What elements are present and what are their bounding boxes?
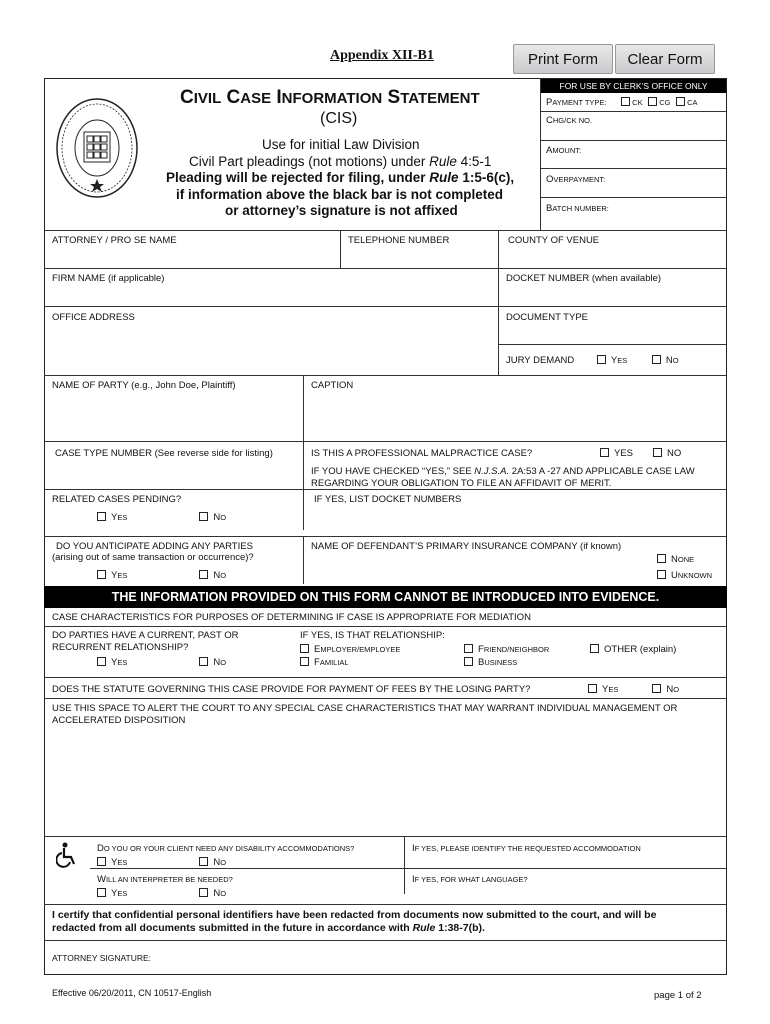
cg-checkbox[interactable]: [648, 97, 657, 106]
familial-checkbox[interactable]: [300, 657, 309, 666]
business-option: BUSINESS: [464, 657, 517, 668]
employer-option: EMPLOYER/EMPLOYEE: [300, 644, 400, 655]
party-name-label: NAME OF PARTY (e.g., John Doe, Plaintiff): [52, 380, 236, 391]
relationship-question-2: RECURRENT RELATIONSHIP?: [52, 642, 189, 653]
document-type-label: DOCUMENT TYPE: [506, 312, 588, 323]
related-options: YES NO: [97, 512, 226, 523]
header-line3: Pleading will be rejected for filing, under Rule 1:5-6(c),: [166, 170, 515, 185]
disability-yes-checkbox[interactable]: [97, 857, 106, 866]
other-checkbox[interactable]: [590, 644, 599, 653]
affidavit-note-2: REGARDING YOUR OBLIGATION TO FILE AN AFFIDAVIT OF MERIT.: [311, 478, 612, 489]
payment-type: PAYMENT TYPE: CK CG CA: [546, 97, 698, 108]
chg-ck-no: CHG/CK NO.: [546, 115, 593, 126]
header-line2: Civil Part pleadings (not motions) under Rule 4:5-1: [189, 154, 492, 169]
cis-subtitle: (CIS): [320, 110, 358, 127]
court-seal-icon: [54, 96, 140, 200]
anticipate-label-2: (arising out of same transaction or occurrence)?: [52, 552, 254, 563]
batch-number-label: BATCH NUMBER:: [546, 203, 609, 214]
disability-no-checkbox[interactable]: [199, 857, 208, 866]
attorney-signature-label: ATTORNEY SIGNATURE:: [52, 953, 152, 963]
other-option: OTHER (explain): [590, 644, 676, 655]
case-type-label: CASE TYPE NUMBER (See reverse side for listing): [55, 448, 273, 459]
page-number: page 1 of 2: [654, 990, 702, 1001]
malpractice-yes-checkbox[interactable]: [600, 448, 609, 457]
ck-checkbox[interactable]: [621, 97, 630, 106]
relationship-yes-checkbox[interactable]: [97, 657, 106, 666]
attorney-name-label: ATTORNEY / PRO SE NAME: [52, 235, 177, 246]
disability-question: DO YOU OR YOUR CLIENT NEED ANY DISABILITY ACCOMMODATIONS?: [97, 843, 355, 854]
insurance-unknown: UNKNOWN: [657, 570, 712, 581]
relationship-question-1: DO PARTIES HAVE A CURRENT, PAST OR: [52, 630, 239, 641]
clerk-header: FOR USE BY CLERK’S OFFICE ONLY: [541, 79, 726, 93]
accommodation-label: IF YES, PLEASE IDENTIFY THE REQUESTED ACCOMMODATION: [412, 843, 641, 854]
insurance-label: NAME OF DEFENDANT’S PRIMARY INSURANCE COMPANY (if known): [311, 541, 622, 552]
telephone-label: TELEPHONE NUMBER: [348, 235, 450, 246]
caption-label: CAPTION: [311, 380, 354, 391]
disability-options: YES NO: [97, 857, 226, 868]
amount-label: AMOUNT:: [546, 145, 582, 156]
friend-checkbox[interactable]: [464, 644, 473, 653]
jury-no-checkbox[interactable]: [652, 355, 661, 364]
header-line5: or attorney’s signature is not affixed: [225, 203, 458, 218]
interpreter-yes-checkbox[interactable]: [97, 888, 106, 897]
affidavit-note: IF YOU HAVE CHECKED “YES,” SEE N.J.S.A. 2A:53 A -27 AND APPLICABLE CASE LAW: [311, 466, 695, 477]
county-venue-label: COUNTY OF VENUE: [508, 235, 600, 246]
ca-checkbox[interactable]: [676, 97, 685, 106]
statute-question: DOES THE STATUTE GOVERNING THIS CASE PROVIDE FOR PAYMENT OF FEES BY THE LOSING PARTY?: [52, 684, 531, 695]
related-yes-checkbox[interactable]: [97, 512, 106, 521]
statute-yes-checkbox[interactable]: [588, 684, 597, 693]
print-form-button[interactable]: Print Form: [513, 44, 613, 74]
friend-option: FRIEND/NEIGHBOR: [464, 644, 549, 655]
language-label: IF YES, FOR WHAT LANGUAGE?: [412, 874, 528, 885]
anticipate-label-1: DO YOU ANTICIPATE ADDING ANY PARTIES: [56, 541, 253, 552]
interpreter-no-checkbox[interactable]: [199, 888, 208, 897]
header-line4: if information above the black bar is not completed: [176, 187, 504, 202]
clear-form-button[interactable]: Clear Form: [615, 44, 715, 74]
certify-line-2: redacted from all documents submitted in the future in accordance with Rule 1:38-7(b).: [52, 922, 485, 934]
insurance-unknown-checkbox[interactable]: [657, 570, 666, 579]
wheelchair-icon: [56, 842, 78, 868]
certify-line-1: I certify that confidential personal identifiers have been redacted from documents now submitted to the court, and will be: [52, 909, 657, 921]
anticipate-no-checkbox[interactable]: [199, 570, 208, 579]
appendix-label: Appendix XII-B1: [330, 48, 434, 63]
related-cases-label: RELATED CASES PENDING?: [52, 494, 182, 505]
special-characteristics-2: ACCELERATED DISPOSITION: [52, 715, 186, 726]
mediation-header: CASE CHARACTERISTICS FOR PURPOSES OF DETERMINING IF CASE IS APPROPRIATE FOR MEDIATION: [52, 612, 531, 623]
insurance-none-checkbox[interactable]: [657, 554, 666, 563]
page-title: CIVIL CASE INFORMATION STATEMENT: [180, 87, 480, 108]
office-address-label: OFFICE ADDRESS: [52, 312, 135, 323]
anticipate-options: YES NO: [97, 570, 226, 581]
overpayment-label: OVERPAYMENT:: [546, 174, 606, 185]
firm-name-label: FIRM NAME (if applicable): [52, 273, 165, 284]
interpreter-options: YES NO: [97, 888, 226, 899]
jury-yes-checkbox[interactable]: [597, 355, 606, 364]
effective-date: Effective 06/20/2011, CN 10517-English: [52, 988, 212, 998]
interpreter-question: WILL AN INTERPRETER BE NEEDED?: [97, 874, 233, 885]
relationship-type-label: IF YES, IS THAT RELATIONSHIP:: [300, 630, 445, 641]
header-line1: Use for initial Law Division: [262, 137, 420, 152]
docket-number-label: DOCKET NUMBER (when available): [506, 273, 662, 284]
employer-checkbox[interactable]: [300, 644, 309, 653]
related-no-checkbox[interactable]: [199, 512, 208, 521]
malpractice-options: YES NO: [600, 448, 681, 459]
special-characteristics-1: USE THIS SPACE TO ALERT THE COURT TO ANY SPECIAL CASE CHARACTERISTICS THAT MAY WARRANT INDIVIDUAL MANAGEMENT OR: [52, 703, 678, 714]
list-docket-label: IF YES, LIST DOCKET NUMBERS: [314, 494, 462, 505]
malpractice-no-checkbox[interactable]: [653, 448, 662, 457]
jury-demand: JURY DEMAND YES NO: [506, 355, 679, 366]
business-checkbox[interactable]: [464, 657, 473, 666]
anticipate-yes-checkbox[interactable]: [97, 570, 106, 579]
statute-no-checkbox[interactable]: [652, 684, 661, 693]
familial-option: FAMILIAL: [300, 657, 349, 668]
relationship-no-checkbox[interactable]: [199, 657, 208, 666]
statute-options: YES NO: [588, 684, 679, 695]
insurance-none: NONE: [657, 554, 694, 565]
malpractice-question: IS THIS A PROFESSIONAL MALPRACTICE CASE?: [311, 448, 533, 459]
evidence-warning-bar: THE INFORMATION PROVIDED ON THIS FORM CANNOT BE INTRODUCED INTO EVIDENCE.: [44, 586, 727, 608]
relationship-options: YES NO: [97, 657, 226, 668]
